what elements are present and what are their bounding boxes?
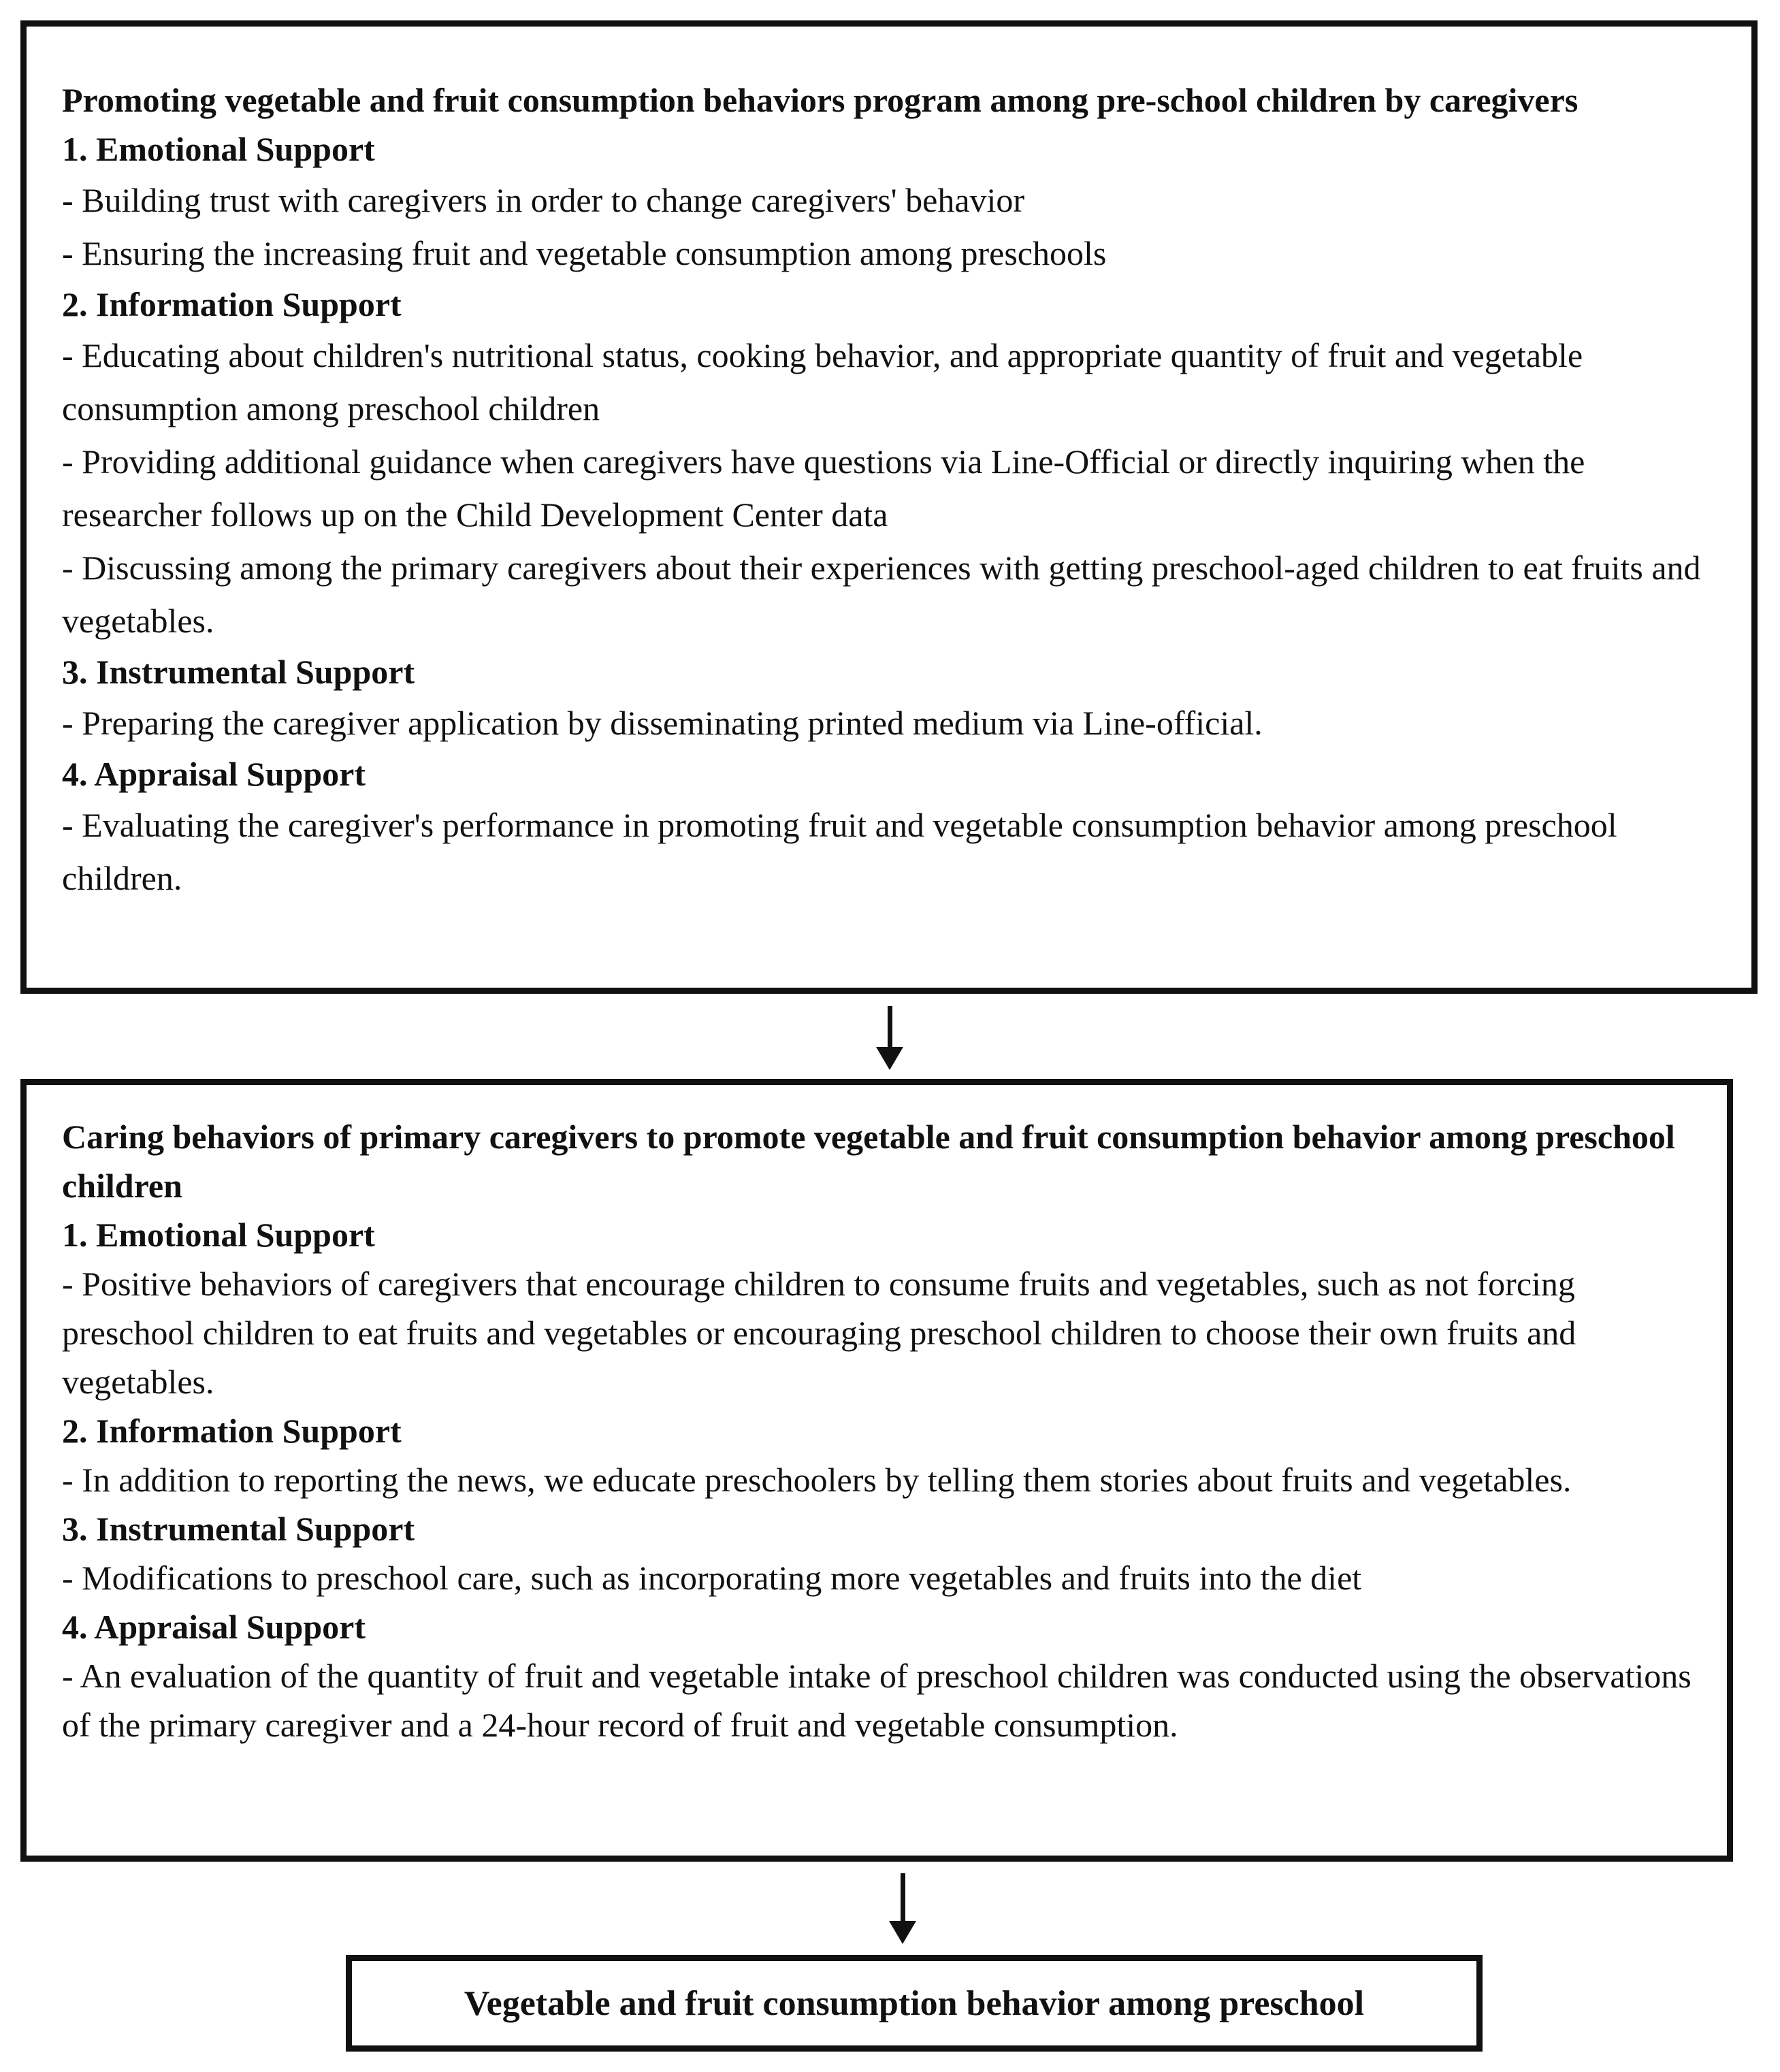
behavior-emotional-support-item: - Positive behaviors of caregivers that encourage children to consume fruits and vegetables, such as not forcing preschool children to eat fruits and vegetables or encouraging preschool children to choose their own fruits and vegetables. (62, 1265, 1576, 1401)
program-emotional-support-item: - Building trust with caregivers in order to change caregivers' behavior (62, 181, 1025, 219)
program-information-support-item: - Discussing among the primary caregivers about their experiences with getting preschool-aged children to eat fruits and vegetables. (62, 549, 1701, 640)
down-arrow-icon (889, 1873, 916, 1945)
behavior-information-support-item: - In addition to reporting the news, we educate preschoolers by telling them stories about fruits and vegetables. (62, 1461, 1572, 1499)
behavior-emotional-support-heading: 1. Emotional Support (62, 1216, 375, 1254)
program-instrumental-support-item: - Preparing the caregiver application by disseminating printed medium via Line-official. (62, 704, 1263, 742)
down-arrow-icon (876, 1006, 903, 1071)
behavior-information-support-heading: 2. Information Support (62, 1412, 402, 1450)
program-emotional-support-item: - Ensuring the increasing fruit and vegetable consumption among preschools (62, 234, 1107, 272)
program-appraisal-support-heading: 4. Appraisal Support (62, 755, 366, 793)
program-information-support-item: - Educating about children's nutritional status, cooking behavior, and appropriate quantity of fruit and vegetable consumption among preschool children (62, 336, 1583, 427)
program-appraisal-support-item: - Evaluating the caregiver's performance in promoting fruit and vegetable consumption behavior among preschool children. (62, 806, 1617, 897)
behavior-instrumental-support-item: - Modifications to preschool care, such as incorporating more vegetables and fruits into the diet (62, 1559, 1362, 1597)
program-emotional-support-heading: 1. Emotional Support (62, 130, 375, 168)
caregiver-behavior-box (20, 1079, 1733, 1862)
program-information-support-heading: 2. Information Support (62, 285, 402, 323)
program-information-support-item: - Providing additional guidance when caregivers have questions via Line-Official or directly inquiring when the researcher follows up on the Child Development Center data (62, 442, 1585, 534)
behavior-appraisal-support-heading: 4. Appraisal Support (62, 1608, 366, 1646)
behavior-appraisal-support-item: - An evaluation of the quantity of fruit and vegetable intake of preschool children was conducted using the observations of the primary caregiver and a 24-hour record of fruit and vegetable consumption. (62, 1657, 1692, 1744)
behavior-instrumental-support-heading: 3. Instrumental Support (62, 1510, 415, 1548)
program-box (20, 20, 1758, 994)
program-instrumental-support-heading: 3. Instrumental Support (62, 653, 415, 691)
caregiver-behavior-box-title: Caring behaviors of primary caregivers to promote vegetable and fruit consumption behavior among preschool children (62, 1118, 1675, 1205)
program-box-title: Promoting vegetable and fruit consumption behaviors program among pre-school children by caregivers (62, 81, 1579, 119)
outcome-box (346, 1955, 1483, 2052)
outcome-label: Vegetable and fruit consumption behavior among preschool (464, 1984, 1365, 2023)
